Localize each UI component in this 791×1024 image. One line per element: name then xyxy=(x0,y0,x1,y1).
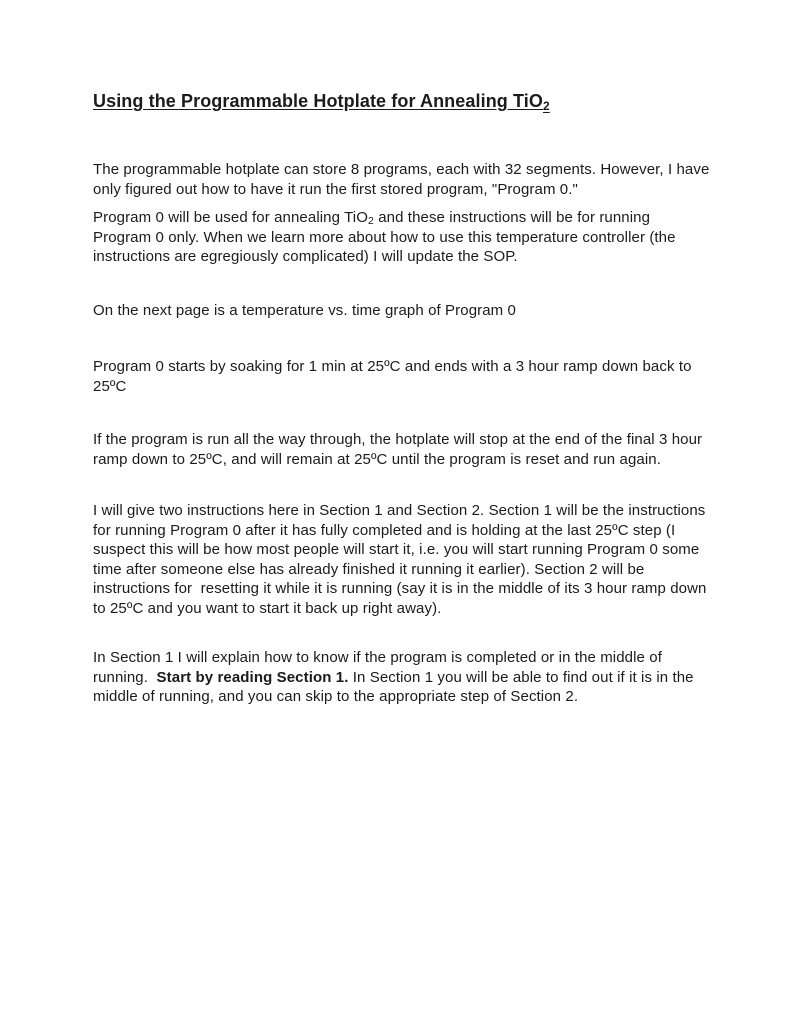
document-content xyxy=(93,90,714,707)
paragraph-program-end-behavior: If the program is run all the way through, the hotplate will stop at the end of the final 3 hour ramp down to 25ºC, and will remain at 25ºC until the program is reset and run again. xyxy=(93,431,707,468)
paragraph-graph-note: On the next page is a temperature vs. time graph of Program 0 xyxy=(93,301,516,319)
paragraph-section1-guidance: In Section 1 I will explain how to know if the program is completed or in the middle of running. Start by reading Section 1. In Section 1 you will be able to find out if it is in the middle of running, and you can skip to the appropriate step of Section 2. xyxy=(93,649,698,705)
paragraph-program0-purpose: Program 0 will be used for annealing TiO$_2$ and these instructions will be for running Program 0 only. When we learn more about how to use this temperature controller (the instructions are egregiously complicated) I will update the SOP. xyxy=(93,209,680,265)
document-title: Using the Programmable Hotplate for Annealing TiO$_2$ xyxy=(93,91,550,113)
paragraph-program-storage: The programmable hotplate can store 8 programs, each with 32 segments. However, I have only figured out how to have it run the first stored program, "Program 0." xyxy=(93,161,714,198)
paragraph-sections-overview: I will give two instructions here in Section 1 and Section 2. Section 1 will be the instructions for running Program 0 after it has fully completed and is holding at the last 25ºC step (I suspect this will be how most people will start it, i.e. you will start running Program 0 some time after someone else has already finished it running it earlier). Section 2 will be instructions for resetting it while it is running (say it is in the middle of its 3 hour ramp down to 25ºC and you want to start it back up right away). xyxy=(93,502,711,617)
paragraph-program0-profile: Program 0 starts by soaking for 1 min at 25ºC and ends with a 3 hour ramp down back to 25ºC xyxy=(93,358,696,395)
